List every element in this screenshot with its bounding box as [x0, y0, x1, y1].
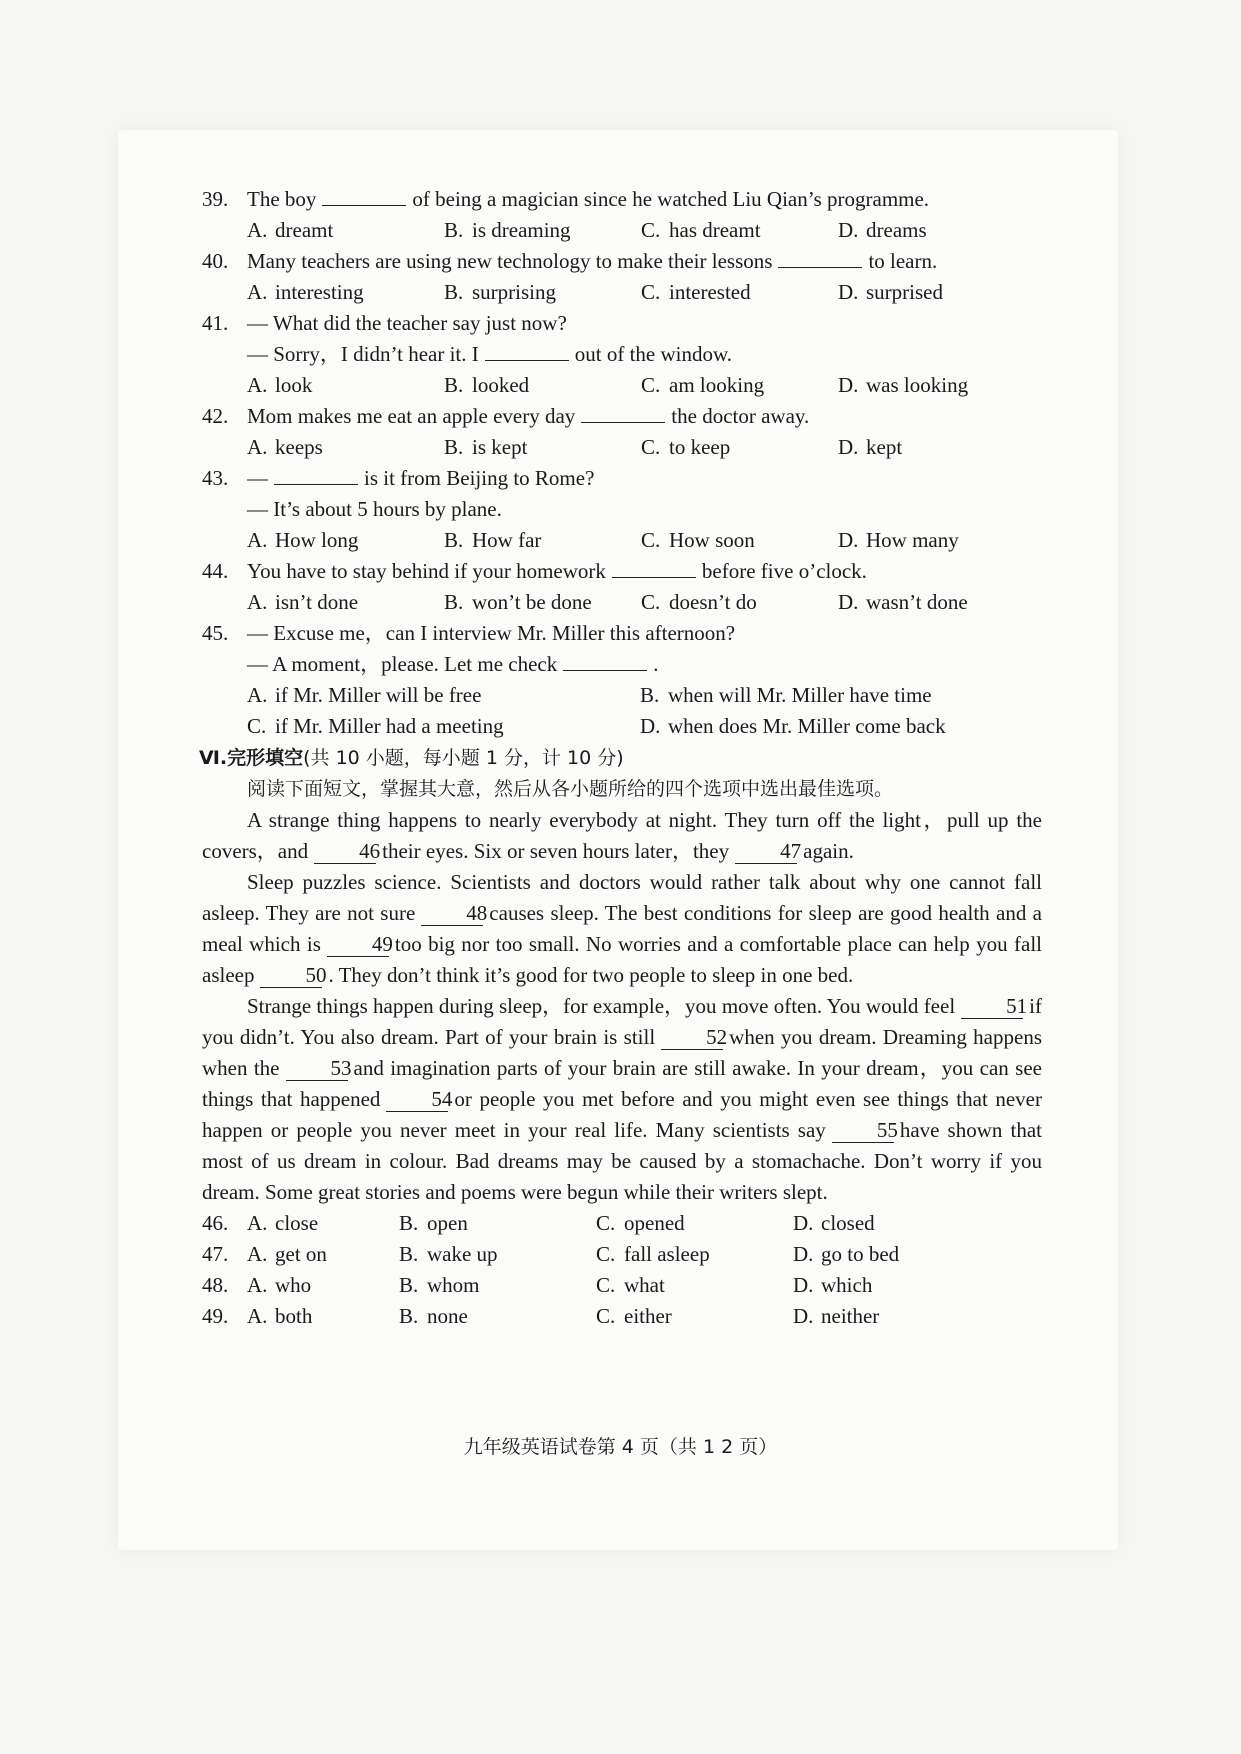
- option-a: A. dreamt: [247, 218, 334, 242]
- question-number: 42.: [202, 404, 229, 428]
- option-b: B. when will Mr. Miller have time: [640, 683, 932, 707]
- cloze-blank-53: 53: [286, 1056, 348, 1081]
- option-a: A. look: [247, 373, 313, 397]
- question-41: [202, 308, 1042, 339]
- passage-paragraph-3: Strange things happen during sleep，for example，you move often. You would feel 51if you didn’t. You also dream. Part of your brain is still 52when you dream. Dreaming happens when the 53and imagination parts of your brain are still awake. In your dream，you can see things that happened 54or people you met before and you might even see things that never happen or people you never meet in your real life. Many scientists say 55have shown that most of us dream in colour. Bad dreams may be caused by a stomachache. Don’t worry if you dream. Some great stories and poems were begun while their writers slept.: [202, 994, 1042, 1204]
- option-b: B. looked: [444, 373, 530, 397]
- question-number: 40.: [202, 249, 229, 273]
- question-43: [202, 463, 1042, 494]
- option-b: B. is kept: [444, 435, 528, 459]
- section-note: (共 10 小题，每小题 1 分，计 10 分): [303, 747, 624, 769]
- question-44: [202, 556, 1042, 587]
- option-a: A. isn’t done: [247, 590, 359, 614]
- option-d: D. dreams: [838, 218, 927, 242]
- question-text: You have to stay behind if your homework: [247, 559, 606, 583]
- option-c: C. am looking: [641, 373, 765, 397]
- question-43-reply: — It’s about 5 hours by plane.: [247, 497, 502, 521]
- options-41: [202, 370, 1042, 401]
- option-d: D. was looking: [838, 373, 969, 397]
- question-number: 41.: [202, 311, 229, 335]
- option-b: B. surprising: [444, 280, 556, 304]
- question-45-line-2: [202, 649, 1042, 680]
- section-header: [199, 742, 1042, 774]
- answer-blank: [322, 187, 406, 206]
- cloze-option-row-47: 47. A. get on B. wake up C. fall asleep D. go to bed: [202, 1242, 900, 1266]
- answer-blank: [274, 466, 358, 485]
- section-numeral: Ⅵ.: [199, 747, 228, 769]
- cloze-options: [202, 1208, 1042, 1332]
- cloze-option-row-48: 48. A. who B. whom C. what D. which: [202, 1273, 873, 1297]
- question-text: The boy: [247, 187, 317, 211]
- option-d: D. kept: [838, 435, 903, 459]
- cloze-blank-54: 54: [386, 1087, 448, 1112]
- question-text: — Excuse me，can I interview Mr. Miller this afternoon?: [247, 621, 736, 645]
- cloze-blank-46: 46: [314, 839, 376, 864]
- question-number: 45.: [202, 621, 229, 645]
- option-b: B. is dreaming: [444, 218, 571, 242]
- cloze-blank-47: 47: [735, 839, 797, 864]
- question-text: — What did the teacher say just now?: [247, 311, 567, 335]
- option-b: B. How far: [444, 528, 542, 552]
- question-45: [202, 618, 1042, 649]
- answer-blank: [778, 249, 862, 268]
- option-a: A. if Mr. Miller will be free: [247, 683, 482, 707]
- question-text: out of the window.: [574, 342, 733, 366]
- section-instruction: 阅读下面短文，掌握其大意，然后从各小题所给的四个选项中选出最佳选项。: [247, 778, 894, 800]
- question-text: before five o’clock.: [701, 559, 867, 583]
- passage-paragraph-2: Sleep puzzles science. Scientists and doctors would rather talk about why one cannot fall asleep. They are not sure 48causes sleep. The best conditions for sleep are good health and a meal which is 49too big nor too small. No worries and a comfortable place can help you fall asleep 50. They don’t think it’s good for two people to sleep in one bed.: [202, 870, 1043, 987]
- question-text: of being a magician since he watched Liu Qian’s programme.: [412, 187, 930, 211]
- answer-blank: [485, 342, 569, 361]
- option-a: A. interesting: [247, 280, 364, 304]
- options-45-cd: [202, 711, 1042, 742]
- answer-blank: [563, 652, 647, 671]
- cloze-option-row-46: 46. A. close B. open C. opened D. closed: [202, 1211, 875, 1235]
- question-text: — A moment，please. Let me check: [247, 652, 558, 676]
- passage-paragraph-1: A strange thing happens to nearly everybody at night. They turn off the light，pull up the covers，and 46their eyes. Six or seven hours later，they 47again.: [202, 808, 1042, 863]
- option-d: D. when does Mr. Miller come back: [640, 714, 946, 738]
- exam-content: [199, 184, 1043, 1332]
- option-a: A. How long: [247, 528, 359, 552]
- cloze-option-row-49: 49. A. both B. none C. either D. neither: [202, 1304, 880, 1328]
- question-text: the doctor away.: [671, 404, 810, 428]
- question-text: .: [653, 652, 659, 676]
- page-footer: 九年级英语试卷第 4 页（共 1 2 页）: [463, 1436, 778, 1458]
- question-41-line-2: [202, 339, 1042, 370]
- cloze-blank-51: 51: [961, 994, 1023, 1019]
- question-text: — Sorry，I didn’t hear it. I: [247, 342, 479, 366]
- option-c: C. to keep: [641, 435, 731, 459]
- question-40: [202, 246, 1042, 277]
- cloze-blank-50: 50: [260, 963, 322, 988]
- options-40: [202, 277, 1042, 308]
- cloze-blank-52: 52: [661, 1025, 723, 1050]
- section-title: 完形填空: [227, 747, 304, 769]
- option-c: C. How soon: [641, 528, 755, 552]
- question-39: [202, 184, 1042, 215]
- cloze-blank-55: 55: [832, 1118, 894, 1143]
- options-44: [202, 587, 1042, 618]
- question-number: 39.: [202, 187, 229, 211]
- options-39: [202, 215, 1042, 246]
- question-text: —: [247, 466, 268, 490]
- cloze-blank-49: 49: [327, 932, 389, 957]
- question-number: 44.: [202, 559, 229, 583]
- question-text: to learn.: [868, 249, 938, 273]
- option-d: D. How many: [838, 528, 959, 552]
- option-c: C. has dreamt: [641, 218, 761, 242]
- answer-blank: [581, 404, 665, 423]
- option-c: C. interested: [641, 280, 751, 304]
- options-43: [202, 525, 1042, 556]
- option-d: D. wasn’t done: [838, 590, 968, 614]
- options-42: [202, 432, 1042, 463]
- answer-blank: [612, 559, 696, 578]
- options-45-ab: [202, 680, 1042, 711]
- question-text: Mom makes me eat an apple every day: [247, 404, 576, 428]
- option-d: D. surprised: [838, 280, 943, 304]
- option-c: C. if Mr. Miller had a meeting: [247, 714, 504, 738]
- question-text: Many teachers are using new technology to make their lessons: [247, 249, 773, 273]
- option-b: B. won’t be done: [444, 590, 592, 614]
- option-a: A. keeps: [247, 435, 323, 459]
- question-number: 43.: [202, 466, 229, 490]
- cloze-blank-48: 48: [421, 901, 483, 926]
- question-42: [202, 401, 1042, 432]
- question-text: is it from Beijing to Rome?: [364, 466, 595, 490]
- option-c: C. doesn’t do: [641, 590, 757, 614]
